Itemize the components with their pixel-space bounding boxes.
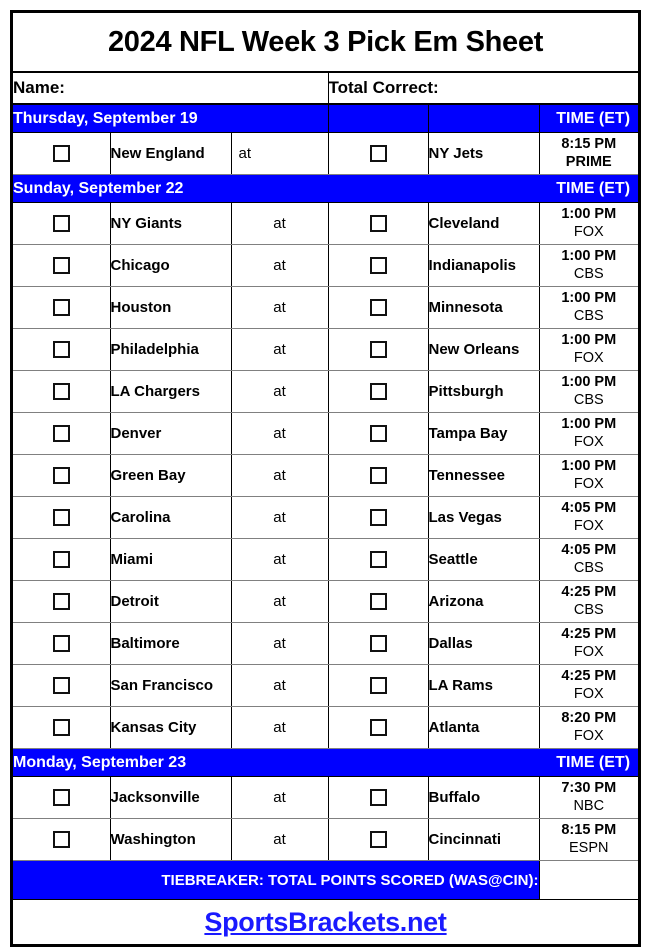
broadcast-network: FOX	[573, 349, 604, 366]
home-pick-checkbox-cell[interactable]	[328, 707, 428, 749]
kickoff-time: 1:00 PM	[561, 289, 617, 306]
away-pick-checkbox-cell[interactable]	[13, 707, 110, 749]
at-separator: at	[231, 287, 328, 329]
home-pick-checkbox-cell[interactable]	[328, 581, 428, 623]
away-pick-checkbox[interactable]	[53, 425, 70, 442]
broadcast-network: ESPN	[569, 839, 609, 856]
away-pick-checkbox-cell[interactable]	[13, 413, 110, 455]
home-pick-checkbox-cell[interactable]	[328, 455, 428, 497]
kickoff-time: 4:25 PM	[561, 625, 617, 642]
away-team-name: Houston	[110, 287, 231, 329]
home-pick-checkbox[interactable]	[370, 551, 387, 568]
game-row	[13, 133, 638, 175]
away-team-name: Detroit	[110, 581, 231, 623]
game-row	[13, 287, 638, 329]
kickoff-time: 4:05 PM	[561, 541, 617, 558]
broadcast-network: FOX	[573, 433, 604, 450]
pick-em-sheet	[10, 10, 641, 947]
home-team-name: Cincinnati	[428, 819, 539, 861]
page-title-cell	[13, 13, 638, 72]
total-correct-field[interactable]: Total Correct:	[328, 72, 638, 104]
home-team-name: Arizona	[428, 581, 539, 623]
away-pick-checkbox-cell[interactable]	[13, 581, 110, 623]
time-column-header: TIME (ET)	[539, 749, 638, 777]
at-separator: at	[231, 245, 328, 287]
name-row	[13, 72, 638, 104]
broadcast-network: FOX	[573, 727, 604, 744]
page-title: 2024 NFL Week 3 Pick Em Sheet	[107, 25, 544, 58]
away-pick-checkbox[interactable]	[53, 257, 70, 274]
away-pick-checkbox-cell[interactable]	[13, 665, 110, 707]
home-team-name: Dallas	[428, 623, 539, 665]
footer-cell	[13, 900, 638, 945]
away-team-name: Carolina	[110, 497, 231, 539]
broadcast-network: FOX	[573, 223, 604, 240]
kickoff-time: 1:00 PM	[561, 205, 617, 222]
home-team-name: Tennessee	[428, 455, 539, 497]
home-pick-checkbox-cell[interactable]	[328, 245, 428, 287]
home-pick-checkbox[interactable]	[370, 677, 387, 694]
home-pick-checkbox[interactable]	[370, 299, 387, 316]
broadcast-network: CBS	[573, 391, 604, 408]
home-team-name: Pittsburgh	[428, 371, 539, 413]
away-pick-checkbox[interactable]	[53, 789, 70, 806]
away-pick-checkbox-cell[interactable]	[13, 777, 110, 819]
at-separator: at	[231, 455, 328, 497]
home-pick-checkbox[interactable]	[370, 789, 387, 806]
at-separator: at	[231, 539, 328, 581]
day-header-row-monday	[13, 749, 638, 777]
game-row	[13, 819, 638, 861]
home-pick-checkbox-cell[interactable]	[328, 413, 428, 455]
day-header-row-sunday	[13, 175, 638, 203]
day-header-spacer	[328, 104, 428, 133]
broadcast-network: FOX	[573, 685, 604, 702]
name-field[interactable]: Name:	[13, 72, 328, 104]
tiebreaker-label: TIEBREAKER: TOTAL POINTS SCORED (WAS@CIN):	[13, 861, 539, 900]
home-pick-checkbox[interactable]	[370, 257, 387, 274]
away-pick-checkbox[interactable]	[53, 635, 70, 652]
at-separator: at	[231, 133, 328, 175]
kickoff-time-cell	[539, 581, 638, 623]
away-pick-checkbox[interactable]	[53, 593, 70, 610]
game-row	[13, 665, 638, 707]
kickoff-time-cell	[539, 707, 638, 749]
game-row	[13, 777, 638, 819]
kickoff-time: 4:25 PM	[561, 667, 617, 684]
kickoff-time: 4:05 PM	[561, 499, 617, 516]
kickoff-time-cell	[539, 665, 638, 707]
at-separator: at	[231, 203, 328, 245]
day-header-spacer	[428, 104, 539, 133]
home-team-name: Buffalo	[428, 777, 539, 819]
home-team-name: Tampa Bay	[428, 413, 539, 455]
game-row	[13, 203, 638, 245]
home-team-name: New Orleans	[428, 329, 539, 371]
home-pick-checkbox-cell[interactable]	[328, 133, 428, 175]
away-team-name: Green Bay	[110, 455, 231, 497]
away-team-name: New England	[110, 133, 231, 175]
away-pick-checkbox-cell[interactable]	[13, 245, 110, 287]
home-pick-checkbox-cell[interactable]	[328, 371, 428, 413]
home-pick-checkbox-cell[interactable]	[328, 623, 428, 665]
kickoff-time-cell	[539, 203, 638, 245]
away-pick-checkbox-cell[interactable]	[13, 455, 110, 497]
away-team-name: Denver	[110, 413, 231, 455]
away-team-name: Jacksonville	[110, 777, 231, 819]
kickoff-time: 7:30 PM	[561, 779, 617, 796]
kickoff-time-cell	[539, 455, 638, 497]
away-team-name: Baltimore	[110, 623, 231, 665]
kickoff-time-cell	[539, 777, 638, 819]
away-team-name: San Francisco	[110, 665, 231, 707]
away-pick-checkbox-cell[interactable]	[13, 819, 110, 861]
kickoff-time: 4:25 PM	[561, 583, 617, 600]
home-pick-checkbox-cell[interactable]	[328, 665, 428, 707]
away-team-name: Washington	[110, 819, 231, 861]
kickoff-time: 1:00 PM	[561, 373, 617, 390]
away-pick-checkbox[interactable]	[53, 145, 70, 162]
away-pick-checkbox-cell[interactable]	[13, 623, 110, 665]
game-row	[13, 539, 638, 581]
tiebreaker-input[interactable]	[539, 861, 638, 900]
kickoff-time-cell	[539, 413, 638, 455]
away-team-name: NY Giants	[110, 203, 231, 245]
title-row	[13, 13, 638, 72]
home-pick-checkbox-cell[interactable]	[328, 497, 428, 539]
kickoff-time: 1:00 PM	[561, 415, 617, 432]
away-pick-checkbox-cell[interactable]	[13, 497, 110, 539]
game-row	[13, 329, 638, 371]
home-pick-checkbox[interactable]	[370, 831, 387, 848]
away-pick-checkbox[interactable]	[53, 509, 70, 526]
game-row	[13, 245, 638, 287]
home-pick-checkbox-cell[interactable]	[328, 777, 428, 819]
day-header-row-thursday	[13, 104, 638, 133]
at-separator: at	[231, 777, 328, 819]
kickoff-time-cell	[539, 245, 638, 287]
away-team-name: Philadelphia	[110, 329, 231, 371]
home-pick-checkbox-cell[interactable]	[328, 203, 428, 245]
footer-row	[13, 900, 638, 945]
pick-em-table	[13, 13, 638, 944]
broadcast-network: PRIME	[565, 153, 612, 170]
game-row	[13, 371, 638, 413]
away-pick-checkbox[interactable]	[53, 341, 70, 358]
kickoff-time-cell	[539, 133, 638, 175]
home-pick-checkbox[interactable]	[370, 425, 387, 442]
away-team-name: Miami	[110, 539, 231, 581]
sportsbrackets-link[interactable]: SportsBrackets.net	[204, 906, 447, 937]
kickoff-time: 1:00 PM	[561, 457, 617, 474]
at-separator: at	[231, 819, 328, 861]
broadcast-network: FOX	[573, 517, 604, 534]
at-separator: at	[231, 329, 328, 371]
home-team-name: LA Rams	[428, 665, 539, 707]
home-pick-checkbox[interactable]	[370, 635, 387, 652]
kickoff-time: 1:00 PM	[561, 247, 617, 264]
home-team-name: Atlanta	[428, 707, 539, 749]
at-separator: at	[231, 413, 328, 455]
time-column-header: TIME (ET)	[539, 175, 638, 203]
kickoff-time: 1:00 PM	[561, 331, 617, 348]
away-pick-checkbox[interactable]	[53, 299, 70, 316]
home-pick-checkbox[interactable]	[370, 383, 387, 400]
kickoff-time-cell	[539, 329, 638, 371]
away-pick-checkbox[interactable]	[53, 831, 70, 848]
game-row	[13, 707, 638, 749]
game-row	[13, 413, 638, 455]
kickoff-time-cell	[539, 623, 638, 665]
home-team-name: Indianapolis	[428, 245, 539, 287]
home-pick-checkbox-cell[interactable]	[328, 329, 428, 371]
home-pick-checkbox-cell[interactable]	[328, 287, 428, 329]
away-pick-checkbox-cell[interactable]	[13, 287, 110, 329]
away-team-name: Chicago	[110, 245, 231, 287]
tiebreaker-row	[13, 861, 638, 900]
at-separator: at	[231, 581, 328, 623]
kickoff-time-cell	[539, 539, 638, 581]
broadcast-network: FOX	[573, 475, 604, 492]
at-separator: at	[231, 497, 328, 539]
broadcast-network: CBS	[573, 559, 604, 576]
away-pick-checkbox-cell[interactable]	[13, 539, 110, 581]
away-pick-checkbox-cell[interactable]	[13, 329, 110, 371]
away-pick-checkbox[interactable]	[53, 677, 70, 694]
home-pick-checkbox[interactable]	[370, 215, 387, 232]
away-pick-checkbox[interactable]	[53, 551, 70, 568]
game-row	[13, 623, 638, 665]
broadcast-network: FOX	[573, 643, 604, 660]
kickoff-time-cell	[539, 497, 638, 539]
home-pick-checkbox[interactable]	[370, 719, 387, 736]
at-separator: at	[231, 707, 328, 749]
home-pick-checkbox[interactable]	[370, 341, 387, 358]
away-pick-checkbox[interactable]	[53, 467, 70, 484]
kickoff-time: 8:15 PM	[561, 821, 617, 838]
game-row	[13, 455, 638, 497]
kickoff-time: 8:15 PM	[561, 135, 617, 152]
away-pick-checkbox-cell[interactable]	[13, 133, 110, 175]
away-pick-checkbox[interactable]	[53, 383, 70, 400]
at-separator: at	[231, 371, 328, 413]
kickoff-time-cell	[539, 819, 638, 861]
home-pick-checkbox[interactable]	[370, 467, 387, 484]
away-pick-checkbox[interactable]	[53, 719, 70, 736]
away-pick-checkbox-cell[interactable]	[13, 203, 110, 245]
away-pick-checkbox-cell[interactable]	[13, 371, 110, 413]
time-column-header: TIME (ET)	[539, 104, 638, 133]
home-team-name: Cleveland	[428, 203, 539, 245]
home-pick-checkbox-cell[interactable]	[328, 819, 428, 861]
day-header-label: Thursday, September 19	[13, 104, 328, 133]
broadcast-network: CBS	[573, 601, 604, 618]
broadcast-network: CBS	[573, 265, 604, 282]
home-pick-checkbox[interactable]	[370, 145, 387, 162]
away-team-name: Kansas City	[110, 707, 231, 749]
at-separator: at	[231, 665, 328, 707]
broadcast-network: NBC	[573, 797, 605, 814]
home-team-name: NY Jets	[428, 133, 539, 175]
kickoff-time: 8:20 PM	[561, 709, 617, 726]
day-header-label: Monday, September 23	[13, 749, 539, 777]
away-team-name: LA Chargers	[110, 371, 231, 413]
kickoff-time-cell	[539, 371, 638, 413]
home-pick-checkbox[interactable]	[370, 509, 387, 526]
home-team-name: Seattle	[428, 539, 539, 581]
day-header-label: Sunday, September 22	[13, 175, 539, 203]
away-pick-checkbox[interactable]	[53, 215, 70, 232]
home-pick-checkbox-cell[interactable]	[328, 539, 428, 581]
home-team-name: Minnesota	[428, 287, 539, 329]
game-row	[13, 581, 638, 623]
kickoff-time-cell	[539, 287, 638, 329]
broadcast-network: CBS	[573, 307, 604, 324]
at-separator: at	[231, 623, 328, 665]
home-team-name: Las Vegas	[428, 497, 539, 539]
home-pick-checkbox[interactable]	[370, 593, 387, 610]
game-row	[13, 497, 638, 539]
